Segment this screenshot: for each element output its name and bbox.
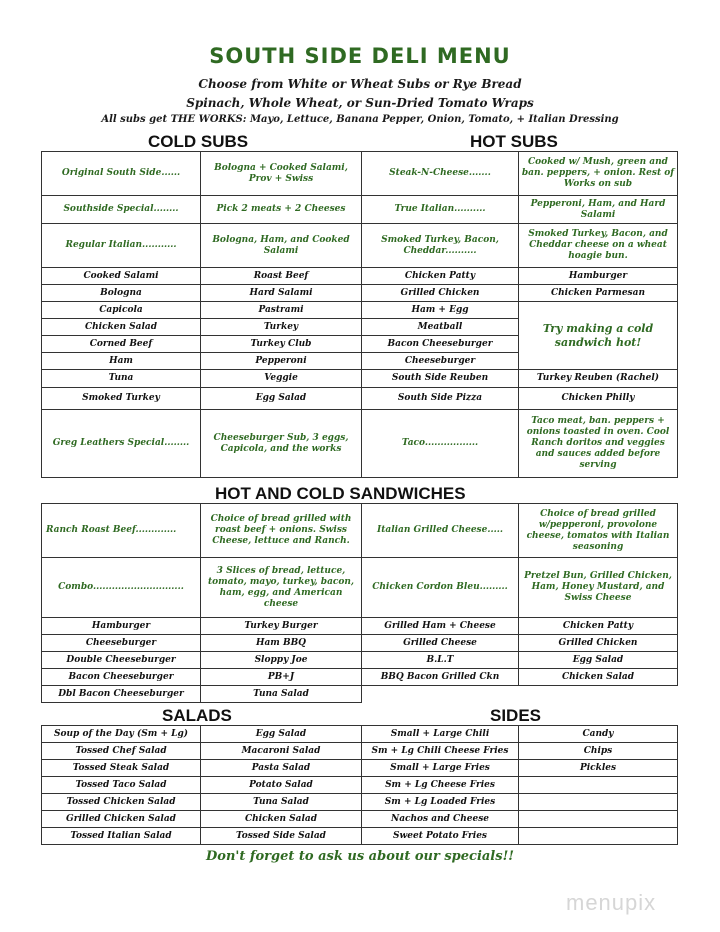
menu-item: Tuna Salad xyxy=(201,686,362,703)
menu-item: Soup of the Day (Sm + Lg) xyxy=(42,726,201,743)
menu-item: Original South Side...... xyxy=(42,152,201,196)
menu-item: Pasta Salad xyxy=(201,760,362,777)
item-description: Choice of bread grilled with roast beef + onions. Swiss Cheese, lettuce and Ranch. xyxy=(201,504,362,558)
menu-item: Ham + Egg xyxy=(362,302,519,319)
menu-item: Small + Large Fries xyxy=(362,760,519,777)
subs-table xyxy=(41,151,678,478)
menu-item: Meatball xyxy=(362,319,519,336)
menu-item: Steak-N-Cheese....... xyxy=(362,152,519,196)
menu-item: Chicken Salad xyxy=(42,319,201,336)
menu-item: Greg Leathers Special........ xyxy=(42,410,201,478)
table-row xyxy=(42,410,678,478)
menu-item xyxy=(519,811,678,828)
salads-sides-table xyxy=(41,725,678,845)
menu-item: Corned Beef xyxy=(42,336,201,353)
menu-item: South Side Pizza xyxy=(362,388,519,410)
menu-item: Turkey xyxy=(201,319,362,336)
sides-heading: SIDES xyxy=(490,706,542,725)
menu-item: Chicken Salad xyxy=(519,669,678,686)
menu-item: Sweet Potato Fries xyxy=(362,828,519,845)
menu-item: Southside Special........ xyxy=(42,196,201,224)
item-description: Bologna, Ham, and Cooked Salami xyxy=(201,224,362,268)
wrap-choices: Spinach, Whole Wheat, or Sun-Dried Tomato Wraps xyxy=(186,96,534,110)
table-row xyxy=(42,652,678,669)
table-row xyxy=(42,777,678,794)
empty-cell xyxy=(519,686,678,703)
menu-item: Turkey Burger xyxy=(201,618,362,635)
menu-item: Chips xyxy=(519,743,678,760)
menu-item: Capicola xyxy=(42,302,201,319)
table-row xyxy=(42,285,678,302)
table-row xyxy=(42,370,678,388)
menu-item: Tossed Taco Salad xyxy=(42,777,201,794)
menu-item: Pickles xyxy=(519,760,678,777)
table-row xyxy=(42,388,678,410)
item-description: Pepperoni, Ham, and Hard Salami xyxy=(519,196,678,224)
table-row xyxy=(42,726,678,743)
item-description: Pretzel Bun, Grilled Chicken, Ham, Honey Mustard, and Swiss Cheese xyxy=(519,558,678,618)
menu-item: South Side Reuben xyxy=(362,370,519,388)
menu-item: True Italian.......... xyxy=(362,196,519,224)
table-row xyxy=(42,224,678,268)
menu-item: Egg Salad xyxy=(519,652,678,669)
table-row xyxy=(42,268,678,285)
table-row xyxy=(42,743,678,760)
table-row xyxy=(42,196,678,224)
menu-item: Veggie xyxy=(201,370,362,388)
table-row xyxy=(42,618,678,635)
menu-item: Taco................. xyxy=(362,410,519,478)
menu-item: Grilled Ham + Cheese xyxy=(362,618,519,635)
menu-item: Bacon Cheeseburger xyxy=(362,336,519,353)
table-row xyxy=(42,828,678,845)
menu-item: Chicken Patty xyxy=(519,618,678,635)
menu-title: SOUTH SIDE DELI MENU xyxy=(209,44,511,68)
sandwiches-table xyxy=(41,503,678,703)
table-row xyxy=(42,760,678,777)
menu-item: Potato Salad xyxy=(201,777,362,794)
menu-item: Tuna Salad xyxy=(201,794,362,811)
menu-item: Ranch Roast Beef............. xyxy=(42,504,201,558)
menu-item: PB+J xyxy=(201,669,362,686)
menu-item: Sloppy Joe xyxy=(201,652,362,669)
item-description: 3 Slices of bread, lettuce, tomato, mayo, turkey, bacon, ham, egg, and American cheese xyxy=(201,558,362,618)
menu-item: Tossed Steak Salad xyxy=(42,760,201,777)
cold-subs-heading: COLD SUBS xyxy=(148,132,249,151)
hot-sandwich-tip: Try making a cold sandwich hot! xyxy=(519,302,678,370)
item-description: Cooked w/ Mush, green and ban. peppers, + onion. Rest of Works on sub xyxy=(519,152,678,196)
menu-item: Tossed Chicken Salad xyxy=(42,794,201,811)
menu-item: Smoked Turkey, Bacon, Cheddar.......... xyxy=(362,224,519,268)
menu-item xyxy=(519,794,678,811)
watermark: menupix xyxy=(566,890,657,915)
menu-item: Egg Salad xyxy=(201,388,362,410)
menu-item: Roast Beef xyxy=(201,268,362,285)
menu-item: Hard Salami xyxy=(201,285,362,302)
item-description: Taco meat, ban. peppers + onions toasted in oven. Cool Ranch doritos and veggies and sauces added before serving xyxy=(519,410,678,478)
table-row xyxy=(42,152,678,196)
menu-item: Macaroni Salad xyxy=(201,743,362,760)
sandwiches-heading: HOT AND COLD SANDWICHES xyxy=(215,484,466,503)
item-description: Pick 2 meats + 2 Cheeses xyxy=(201,196,362,224)
menu-item: Grilled Chicken xyxy=(362,285,519,302)
menu-item: Sm + Lg Chili Cheese Fries xyxy=(362,743,519,760)
menu-item: Smoked Turkey xyxy=(42,388,201,410)
menu-item: Chicken Salad xyxy=(201,811,362,828)
menu-item: Tuna xyxy=(42,370,201,388)
menu-item: Pastrami xyxy=(201,302,362,319)
menu-item: Tossed Italian Salad xyxy=(42,828,201,845)
menu-item: Sm + Lg Cheese Fries xyxy=(362,777,519,794)
menu-item: Small + Large Chili xyxy=(362,726,519,743)
hot-subs-heading: HOT SUBS xyxy=(470,132,558,151)
specials-footer: Don't forget to ask us about our specials!! xyxy=(206,849,514,864)
menu-item: Grilled Chicken Salad xyxy=(42,811,201,828)
menu-item: Nachos and Cheese xyxy=(362,811,519,828)
menu-item: Dbl Bacon Cheeseburger xyxy=(42,686,201,703)
table-row xyxy=(42,669,678,686)
the-works-note: All subs get THE WORKS: Mayo, Lettuce, Banana Pepper, Onion, Tomato, + Italian Dressing xyxy=(101,114,619,125)
menu-item: Grilled Cheese xyxy=(362,635,519,652)
table-row xyxy=(42,686,678,703)
menu-item: Ham BBQ xyxy=(201,635,362,652)
menu-item: Turkey Club xyxy=(201,336,362,353)
menu-item: Italian Grilled Cheese..... xyxy=(362,504,519,558)
menu-item: Regular Italian........... xyxy=(42,224,201,268)
item-description: Smoked Turkey, Bacon, and Cheddar cheese on a wheat hoagie bun. xyxy=(519,224,678,268)
menu-item xyxy=(519,777,678,794)
menu-item: Grilled Chicken xyxy=(519,635,678,652)
item-description: Cheeseburger Sub, 3 eggs, Capicola, and the works xyxy=(201,410,362,478)
menu-item: Double Cheeseburger xyxy=(42,652,201,669)
menu-item: Hamburger xyxy=(42,618,201,635)
menu-item: Chicken Patty xyxy=(362,268,519,285)
menu-item: Turkey Reuben (Rachel) xyxy=(519,370,678,388)
menu-item: Egg Salad xyxy=(201,726,362,743)
menu-item: Cooked Salami xyxy=(42,268,201,285)
menu-item: Chicken Philly xyxy=(519,388,678,410)
menu-item: Bologna xyxy=(42,285,201,302)
menu-item: Tossed Chef Salad xyxy=(42,743,201,760)
menu-item: Ham xyxy=(42,353,201,370)
table-row xyxy=(42,504,678,558)
menu-item: Bacon Cheeseburger xyxy=(42,669,201,686)
table-row xyxy=(42,635,678,652)
menu-item: Cheeseburger xyxy=(42,635,201,652)
menu-item: Tossed Side Salad xyxy=(201,828,362,845)
empty-cell xyxy=(362,686,519,703)
menu-item: Chicken Cordon Bleu......... xyxy=(362,558,519,618)
menu-item: BBQ Bacon Grilled Ckn xyxy=(362,669,519,686)
menu-item xyxy=(519,828,678,845)
menu-item: Pepperoni xyxy=(201,353,362,370)
menu-item: Candy xyxy=(519,726,678,743)
menu-item: Combo............................. xyxy=(42,558,201,618)
table-row xyxy=(42,811,678,828)
table-row xyxy=(42,302,678,319)
menu-item: B.L.T xyxy=(362,652,519,669)
table-row xyxy=(42,794,678,811)
bread-choices: Choose from White or Wheat Subs or Rye Bread xyxy=(198,77,522,91)
item-description: Choice of bread grilled w/pepperoni, provolone cheese, tomatos with Italian seasoning xyxy=(519,504,678,558)
item-description: Bologna + Cooked Salami, Prov + Swiss xyxy=(201,152,362,196)
menu-item: Sm + Lg Loaded Fries xyxy=(362,794,519,811)
table-row xyxy=(42,558,678,618)
salads-heading: SALADS xyxy=(162,706,232,725)
menu-item: Chicken Parmesan xyxy=(519,285,678,302)
menu-item: Hamburger xyxy=(519,268,678,285)
menu-item: Cheeseburger xyxy=(362,353,519,370)
